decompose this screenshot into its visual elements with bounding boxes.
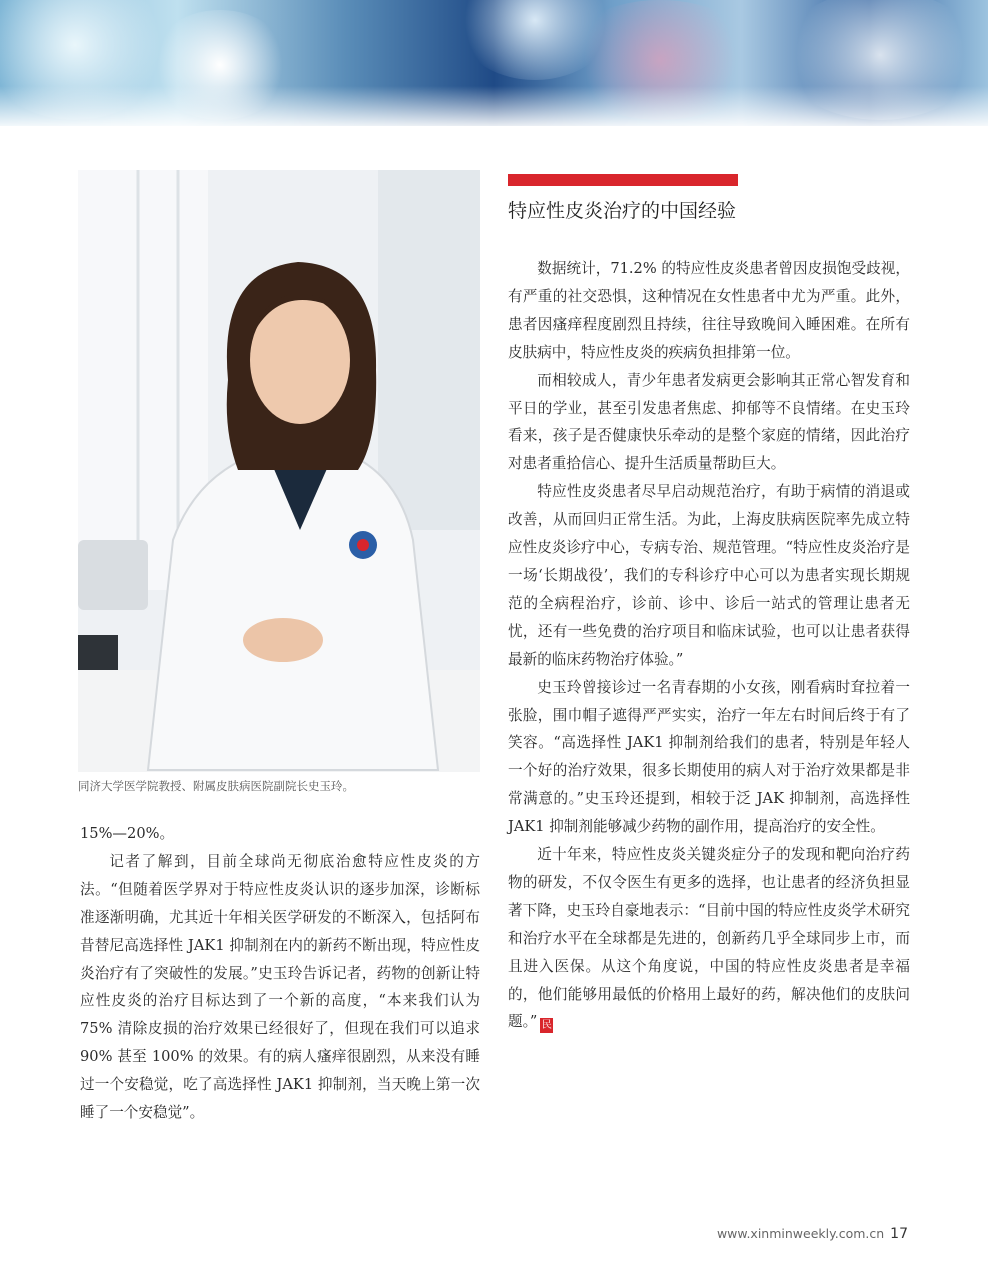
article-paragraph: 而相较成人，青少年患者发病更会影响其正常心智发育和平日的学业，甚至引发患者焦虑、抑郁等不良情绪。在史玉玲看来，孩子是否健康快乐牵动的是整个家庭的情绪，因此治疗对患者重拾信心、提升生活质量帮助巨大。 [508, 371, 910, 473]
right-article-column [508, 255, 910, 1036]
page-footer [717, 1226, 908, 1242]
doctor-portrait-photo [78, 170, 480, 772]
section-accent-bar [508, 174, 738, 186]
section-title: 特应性皮炎治疗的中国经验 [508, 200, 737, 222]
article-paragraph: 特应性皮炎患者尽早启动规范治疗，有助于病情的消退或改善，从而回归正常生活。为此，上海皮肤病医院率先成立特应性皮炎诊疗中心，专病专治、规范管理。“特应性皮炎治疗是一场‘长期战役’，我们的专科诊疗中心可以为患者实现长期规范的全病程治疗，诊前、诊中、诊后一站式的管理让患者无忧，还有一些免费的治疗项目和临床试验，也可以让患者获得最新的临床药物治疗体验。” [508, 483, 910, 668]
article-paragraph: 数据统计，71.2% 的特应性皮炎患者曾因皮损饱受歧视，有严重的社交恐惧，这种情况在女性患者中尤为严重。此外，患者因瘙痒程度剧烈且持续，往往导致晚间入睡困难。在所有皮肤病中，特应性皮炎的疾病负担排第一位。 [508, 260, 910, 361]
header-banner-image [0, 0, 988, 126]
doctor-portrait-illustration [78, 170, 480, 772]
article-paragraph: 史玉玲曾接诊过一名青春期的小女孩，刚看病时耷拉着一张脸，围巾帽子遮得严严实实，治疗一年左右时间后终于有了笑容。“高选择性 JAK1 抑制剂给我们的患者，特别是年轻人一个好的治疗效果，很多长期使用的病人对于治疗效果都是非常满意的。”史玉玲还提到，相较于泛 JAK 抑制剂，高选择性 JAK1 抑制剂能够减少药物的副作用，提高治疗的安全性。 [508, 678, 910, 836]
article-continuation: 15%—20%。 [80, 825, 175, 842]
article-paragraph: 记者了解到，目前全球尚无彻底治愈特应性皮炎的方法。“但随着医学界对于特应性皮炎认识的逐步加深，诊断标准逐渐明确，尤其近十年相关医学研发的不断深入，包括阿布昔替尼高选择性 JAK1 抑制剂在内的新药不断出现，特应性皮炎治疗有了突破性的发展。”史玉玲告诉记者，药物的创新让特应性皮炎的治疗目标达到了一个新的高度，“本来我们认为 75% 清除皮损的治疗效果已经很好了，但现在我们可以追求 90% 甚至 100% 的效果。有的病人瘙痒很剧烈，从来没有睡过一个安稳觉，吃了高选择性 JAK1 抑制剂，当天晚上第一次睡了一个安稳觉”。 [80, 852, 480, 1122]
page-number: 17 [890, 1226, 908, 1242]
article-paragraph-final [508, 841, 910, 1036]
website-url: www.xinminweekly.com.cn [716, 1226, 885, 1241]
left-article-column [80, 820, 480, 1127]
photo-caption: 同济大学医学院教授、附属皮肤病医院副院长史玉玲。 [78, 779, 354, 793]
article-paragraph-text: 近十年来，特应性皮炎关键炎症分子的发现和靶向治疗药物的研发，不仅令医生有更多的选择，也让患者的经济负担显著下降，史玉玲自豪地表示：“目前中国的特应性皮炎学术研究和治疗水平在全球都是先进的，创新药几乎全球同步上市，而且进入医保。从这个角度说，中国的特应性皮炎患者是幸福的，他们能够用最低的价格用上最好的药，解决他们的皮肤问题。” [508, 846, 910, 1031]
end-mark-icon: 民 [541, 1020, 552, 1032]
